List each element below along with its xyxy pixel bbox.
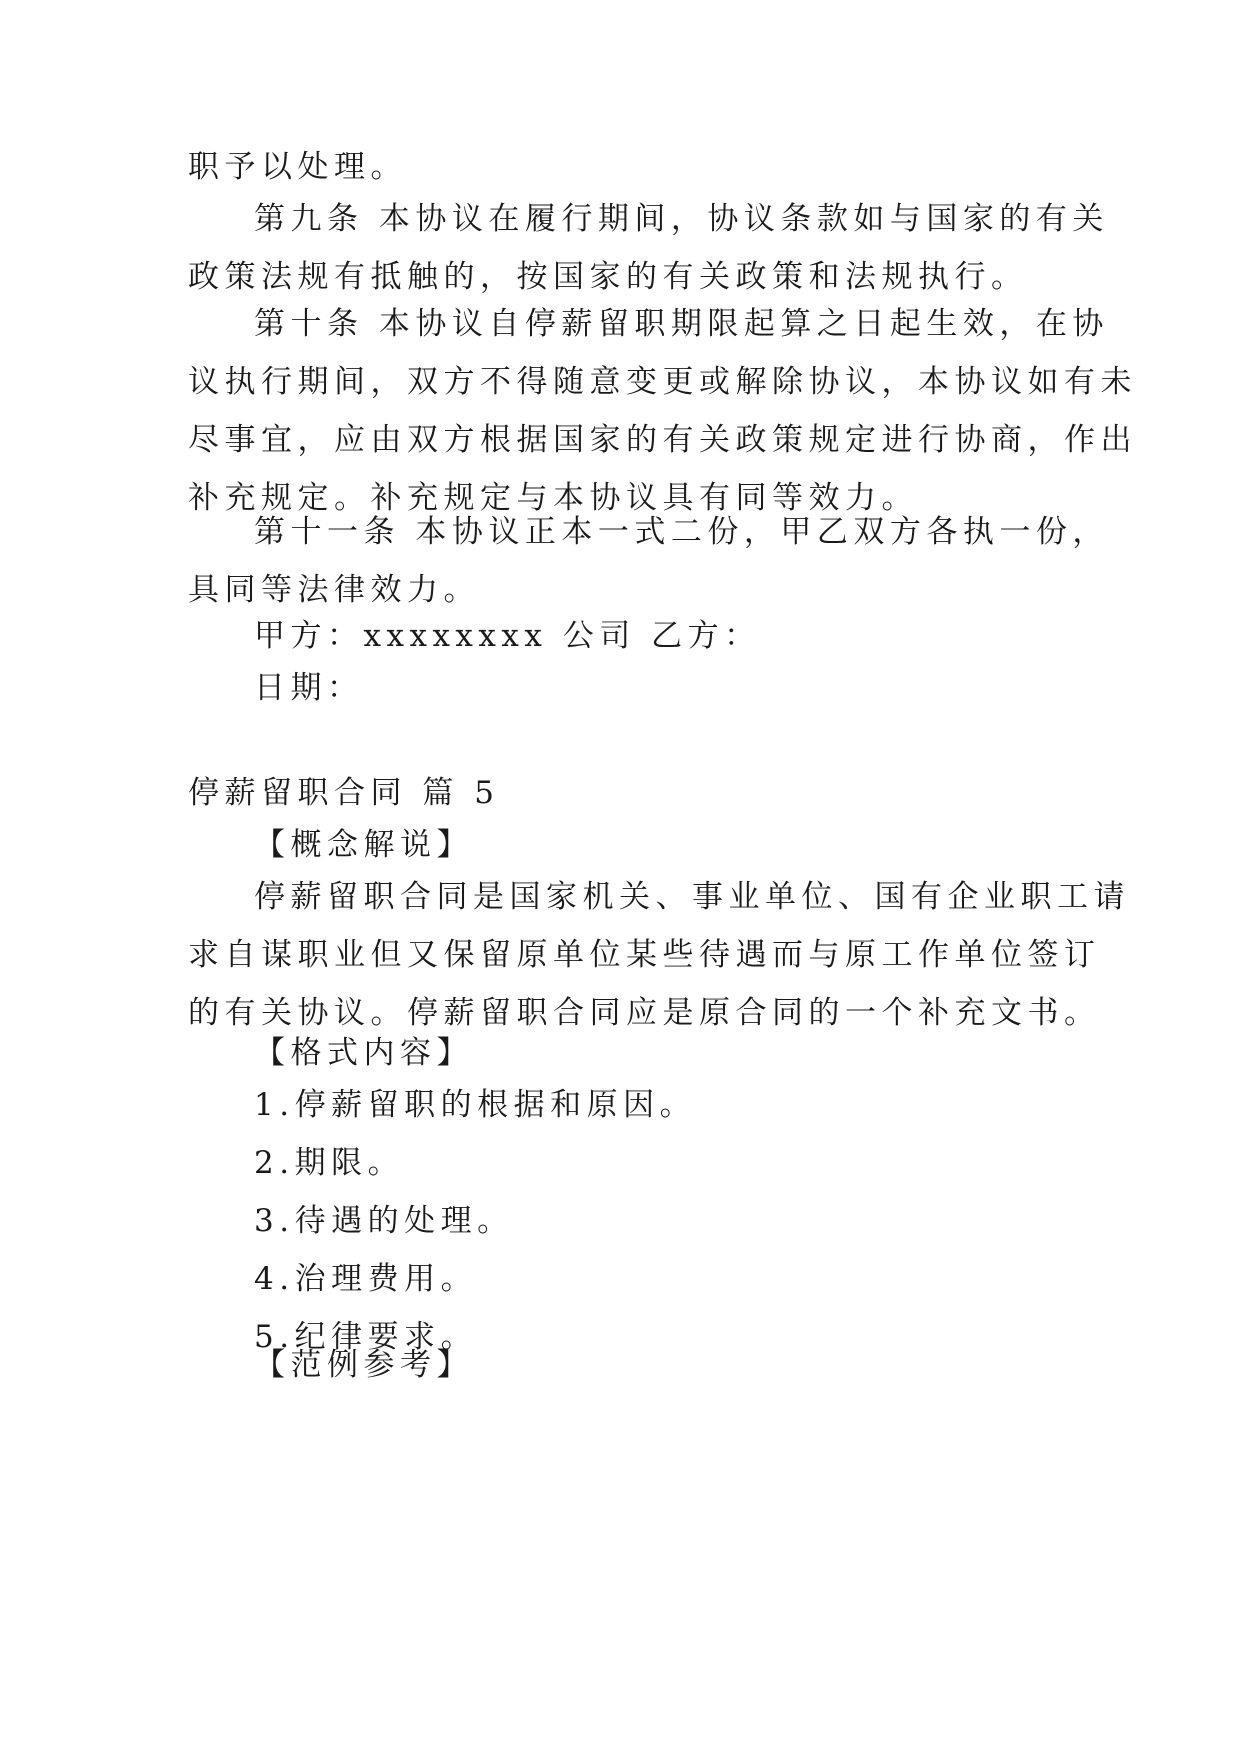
concept-paragraph — [188, 868, 1130, 1042]
text-line: 求自谋职业但又保留原单位某些待遇而与原工作单位签订 — [188, 937, 1101, 973]
date-text: 日期： — [254, 670, 364, 706]
concept-heading — [188, 816, 1054, 874]
text-line: 第十条 本协议自停薪留职期限起算之日起生效，在协 — [254, 306, 1109, 342]
example-heading — [188, 1336, 1054, 1394]
text-line: 具同等法律效力。 — [188, 572, 480, 608]
format-heading — [188, 1024, 1054, 1082]
section-title-text: 停薪留职合同 篇 5 — [188, 775, 500, 811]
article-11-paragraph — [188, 503, 1109, 619]
list-item: 5.纪律要求。 — [254, 1319, 478, 1355]
list-item: 4.治理费用。 — [254, 1261, 478, 1297]
text-line: 停薪留职合同是国家机关、事业单位、国有企业职工请 — [254, 879, 1130, 915]
signature-line — [188, 607, 1054, 665]
party-signature-text: 甲方：xxxxxxxx 公司 乙方： — [254, 618, 761, 654]
text-line: 政策法规有抵触的，按国家的有关政策和法规执行。 — [188, 259, 1028, 295]
format-list — [188, 1076, 1054, 1366]
example-heading-text: 【范例参考】 — [254, 1347, 473, 1383]
text-line: 补充规定。补充规定与本协议具有同等效力。 — [188, 480, 918, 516]
text-line: 第十一条 本协议正本一式二份，甲乙双方各执一份， — [254, 514, 1109, 550]
article-10-paragraph — [188, 295, 1137, 527]
list-item: 3.待遇的处理。 — [254, 1203, 514, 1239]
list-item: 2.期限。 — [254, 1145, 405, 1181]
carryover-paragraph — [188, 138, 1054, 196]
text-line: 议执行期间，双方不得随意变更或解除协议，本协议如有未 — [188, 364, 1137, 400]
text-line: 尽事宜，应由双方根据国家的有关政策规定进行协商，作出 — [188, 422, 1137, 458]
section-title — [188, 764, 1054, 822]
text-line: 的有关协议。停薪留职合同应是原合同的一个补充文书。 — [188, 995, 1101, 1031]
article-9-paragraph — [188, 190, 1109, 306]
concept-heading-text: 【概念解说】 — [254, 827, 473, 863]
format-heading-text: 【格式内容】 — [254, 1035, 473, 1071]
text-line: 职予以处理。 — [188, 149, 407, 185]
date-line — [188, 659, 1054, 717]
text-line: 第九条 本协议在履行期间，协议条款如与国家的有关 — [254, 201, 1109, 237]
list-item: 1.停薪留职的根据和原因。 — [254, 1087, 697, 1123]
